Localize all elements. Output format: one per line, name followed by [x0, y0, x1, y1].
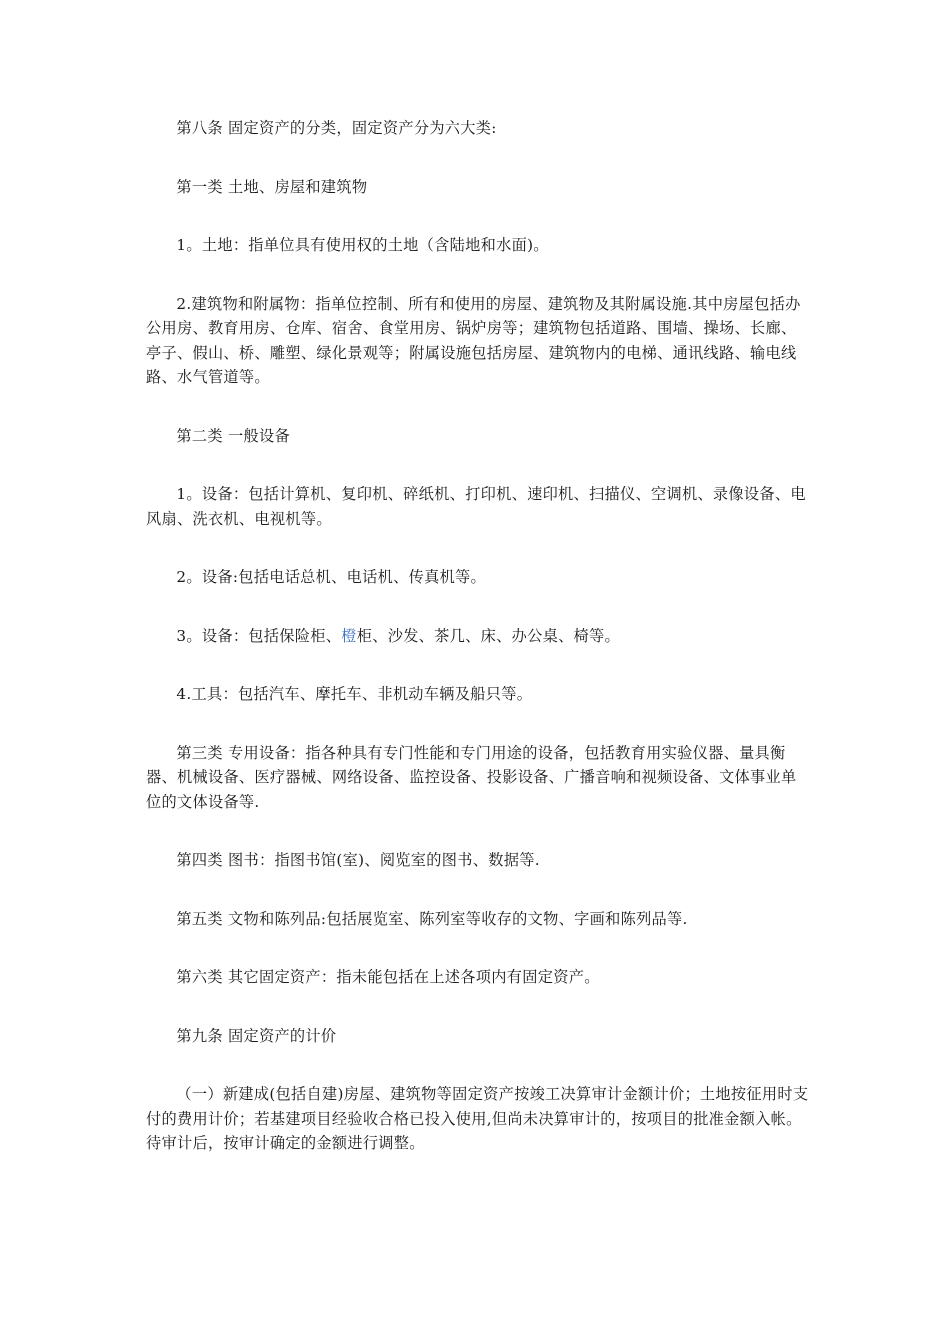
category-3-paragraph: 第三类 专用设备：指各种具有专门性能和专门用途的设备，包括教育用实验仪器、量具衡器、机械设备、医疗器械、网络设备、监控设备、投影设备、广播音响和视频设备、文体事业单位的文体设备等.: [146, 743, 797, 811]
category-2-item-1: 1。设备：包括计算机、复印机、碎纸机、打印机、速印机、扫描仪、空调机、录像设备、电风扇、洗衣机、电视机等。: [146, 485, 806, 528]
article-9-title: 第九条 固定资产的计价: [176, 1026, 337, 1045]
category-2-item-2: 2。设备:包括电话总机、电话机、传真机等。: [176, 568, 487, 586]
item-3-link[interactable]: 橙: [341, 626, 357, 645]
category-1-item-1: 1。土地：指单位具有使用权的土地（含陆地和水面)。: [176, 236, 549, 254]
category-2-heading: 第二类 一般设备: [176, 426, 290, 445]
category-2-item-4: 4.工具：包括汽车、摩托车、非机动车辆及船只等。: [176, 685, 533, 703]
category-4-paragraph: 第四类 图书：指图书馆(室)、阅览室的图书、数据等.: [176, 851, 540, 869]
item-3-text-before: 3。设备：包括保险柜、: [176, 626, 342, 645]
category-2-item-3: [146, 624, 810, 649]
article-8-title: 第八条 固定资产的分类，固定资产分为六大类:: [176, 119, 497, 137]
category-6-paragraph: 第六类 其它固定资产：指未能包括在上述各项内有固定资产。: [176, 968, 600, 986]
item-3-text-after: 柜、沙发、茶几、床、办公桌、椅等。: [356, 626, 621, 645]
category-5-paragraph: 第五类 文物和陈列品:包括展览室、陈列室等收存的文物、字画和陈列品等.: [176, 909, 688, 928]
document-body: [146, 116, 810, 1190]
article-9-clause-1: （一）新建成(包括自建)房屋、建筑物等固定资产按竣工决算审计金额计价；土地按征用时支付的费用计价；若基建项目经验收合格已投入使用,但尚未决算审计的，按项目的批准金额入帐。待审计后，按审计确定的金额进行调整。: [146, 1085, 809, 1152]
category-1-item-2: 2.建筑物和附属物：指单位控制、所有和使用的房屋、建筑物及其附属设施.其中房屋包括办公用房、教育用房、仓库、宿舍、食堂用房、锅炉房等；建筑物包括道路、围墙、操场、长廊、亭子、假山、桥、雕塑、绿化景观等；附属设施包括房屋、建筑物内的电梯、通讯线路、输电线路、水气管道等。: [146, 294, 801, 386]
category-1-heading: 第一类 土地、房屋和建筑物: [176, 177, 368, 196]
